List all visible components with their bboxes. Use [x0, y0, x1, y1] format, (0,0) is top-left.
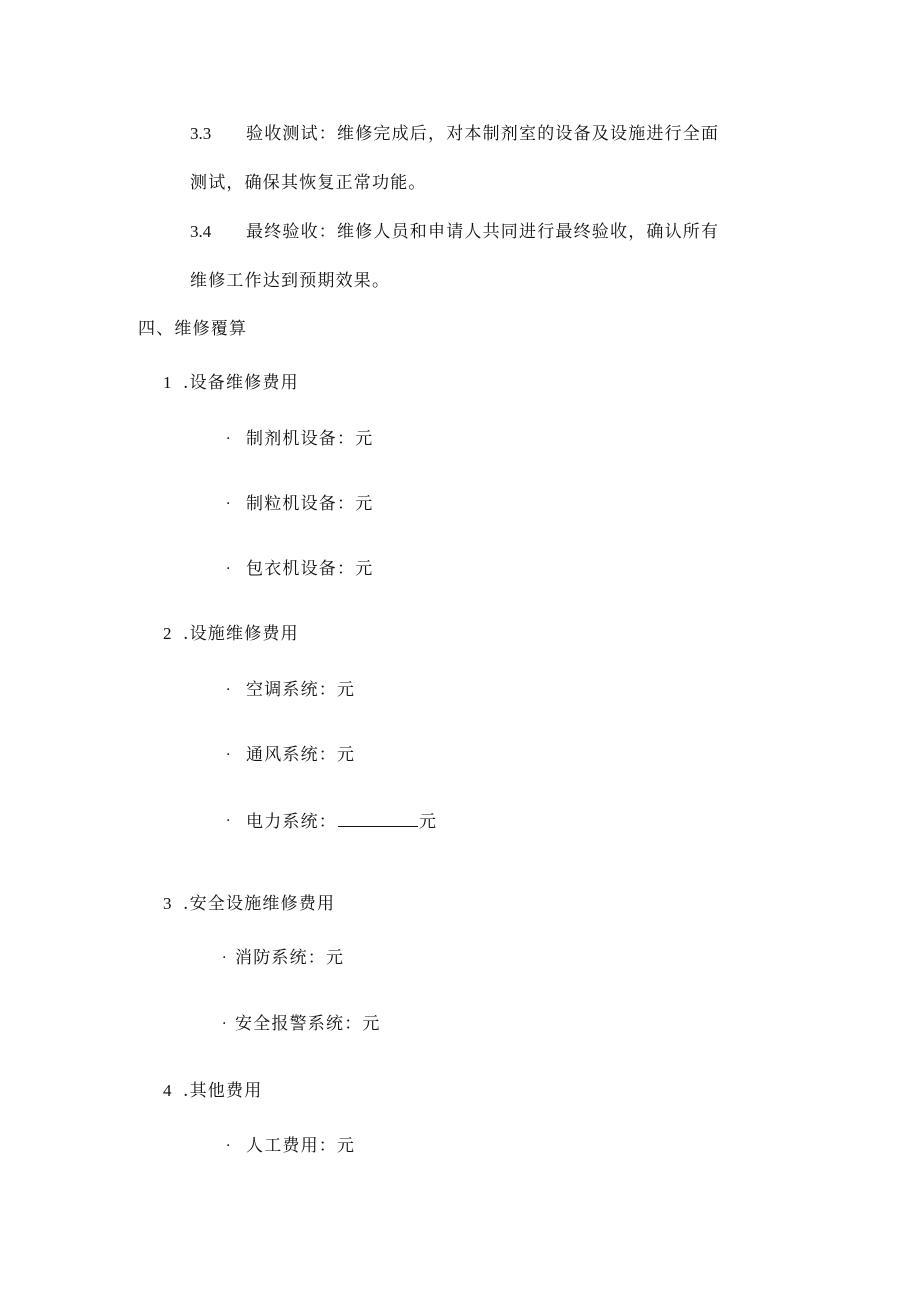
bullet-icon: ·	[226, 1138, 231, 1154]
group-number: 4	[163, 1081, 172, 1100]
group-title-text: .其他费用	[183, 1081, 263, 1101]
blank-underline	[338, 810, 418, 827]
group-number: 1	[163, 373, 172, 392]
group-4-title	[163, 1080, 262, 1102]
list-item: 制粒机设备：元	[246, 494, 374, 514]
group-number: 2	[163, 624, 172, 643]
group-2-title	[163, 623, 299, 645]
bullet-icon: ·	[226, 431, 231, 447]
heading-budget: 四、维修覆算	[138, 319, 248, 339]
list-item: 人工费用：元	[246, 1136, 356, 1156]
bullet-icon: ·	[226, 747, 231, 763]
group-1-title	[163, 372, 299, 394]
list-item: 空调系统：元	[246, 680, 356, 700]
paragraph-text: 验收测试：维修完成后，对本制剂室的设备及设施进行全面	[246, 124, 720, 144]
list-item-power	[246, 810, 437, 833]
bullet-icon: ·	[222, 1016, 227, 1032]
section-number: 3.4	[190, 222, 212, 241]
section-3-3-line1	[190, 123, 719, 145]
list-item: 安全报警系统：元	[235, 1014, 381, 1034]
paragraph-text: 最终验收：维修人员和申请人共同进行最终验收，确认所有	[246, 222, 720, 242]
item-unit: 元	[419, 812, 438, 832]
section-number: 3.3	[190, 124, 212, 143]
group-title-text: .设施维修费用	[183, 624, 299, 644]
group-3-title	[163, 893, 335, 915]
section-3-3-line2: 测试，确保其恢复正常功能。	[190, 173, 427, 193]
bullet-icon: ·	[222, 950, 227, 966]
group-number: 3	[163, 894, 172, 913]
section-3-4-line1	[190, 221, 719, 243]
list-item: 通风系统：元	[246, 745, 356, 765]
section-3-4-line2: 维修工作达到预期效果。	[190, 271, 391, 291]
group-title-text: .设备维修费用	[183, 373, 299, 393]
list-item: 制剂机设备：元	[246, 429, 374, 449]
bullet-icon: ·	[226, 496, 231, 512]
bullet-icon: ·	[226, 682, 231, 698]
list-item: 消防系统：元	[235, 948, 345, 968]
group-title-text: .安全设施维修费用	[183, 894, 336, 914]
bullet-icon: ·	[226, 561, 231, 577]
item-label: 电力系统：	[246, 812, 337, 832]
bullet-icon: ·	[226, 813, 231, 829]
list-item: 包衣机设备：元	[246, 559, 374, 579]
